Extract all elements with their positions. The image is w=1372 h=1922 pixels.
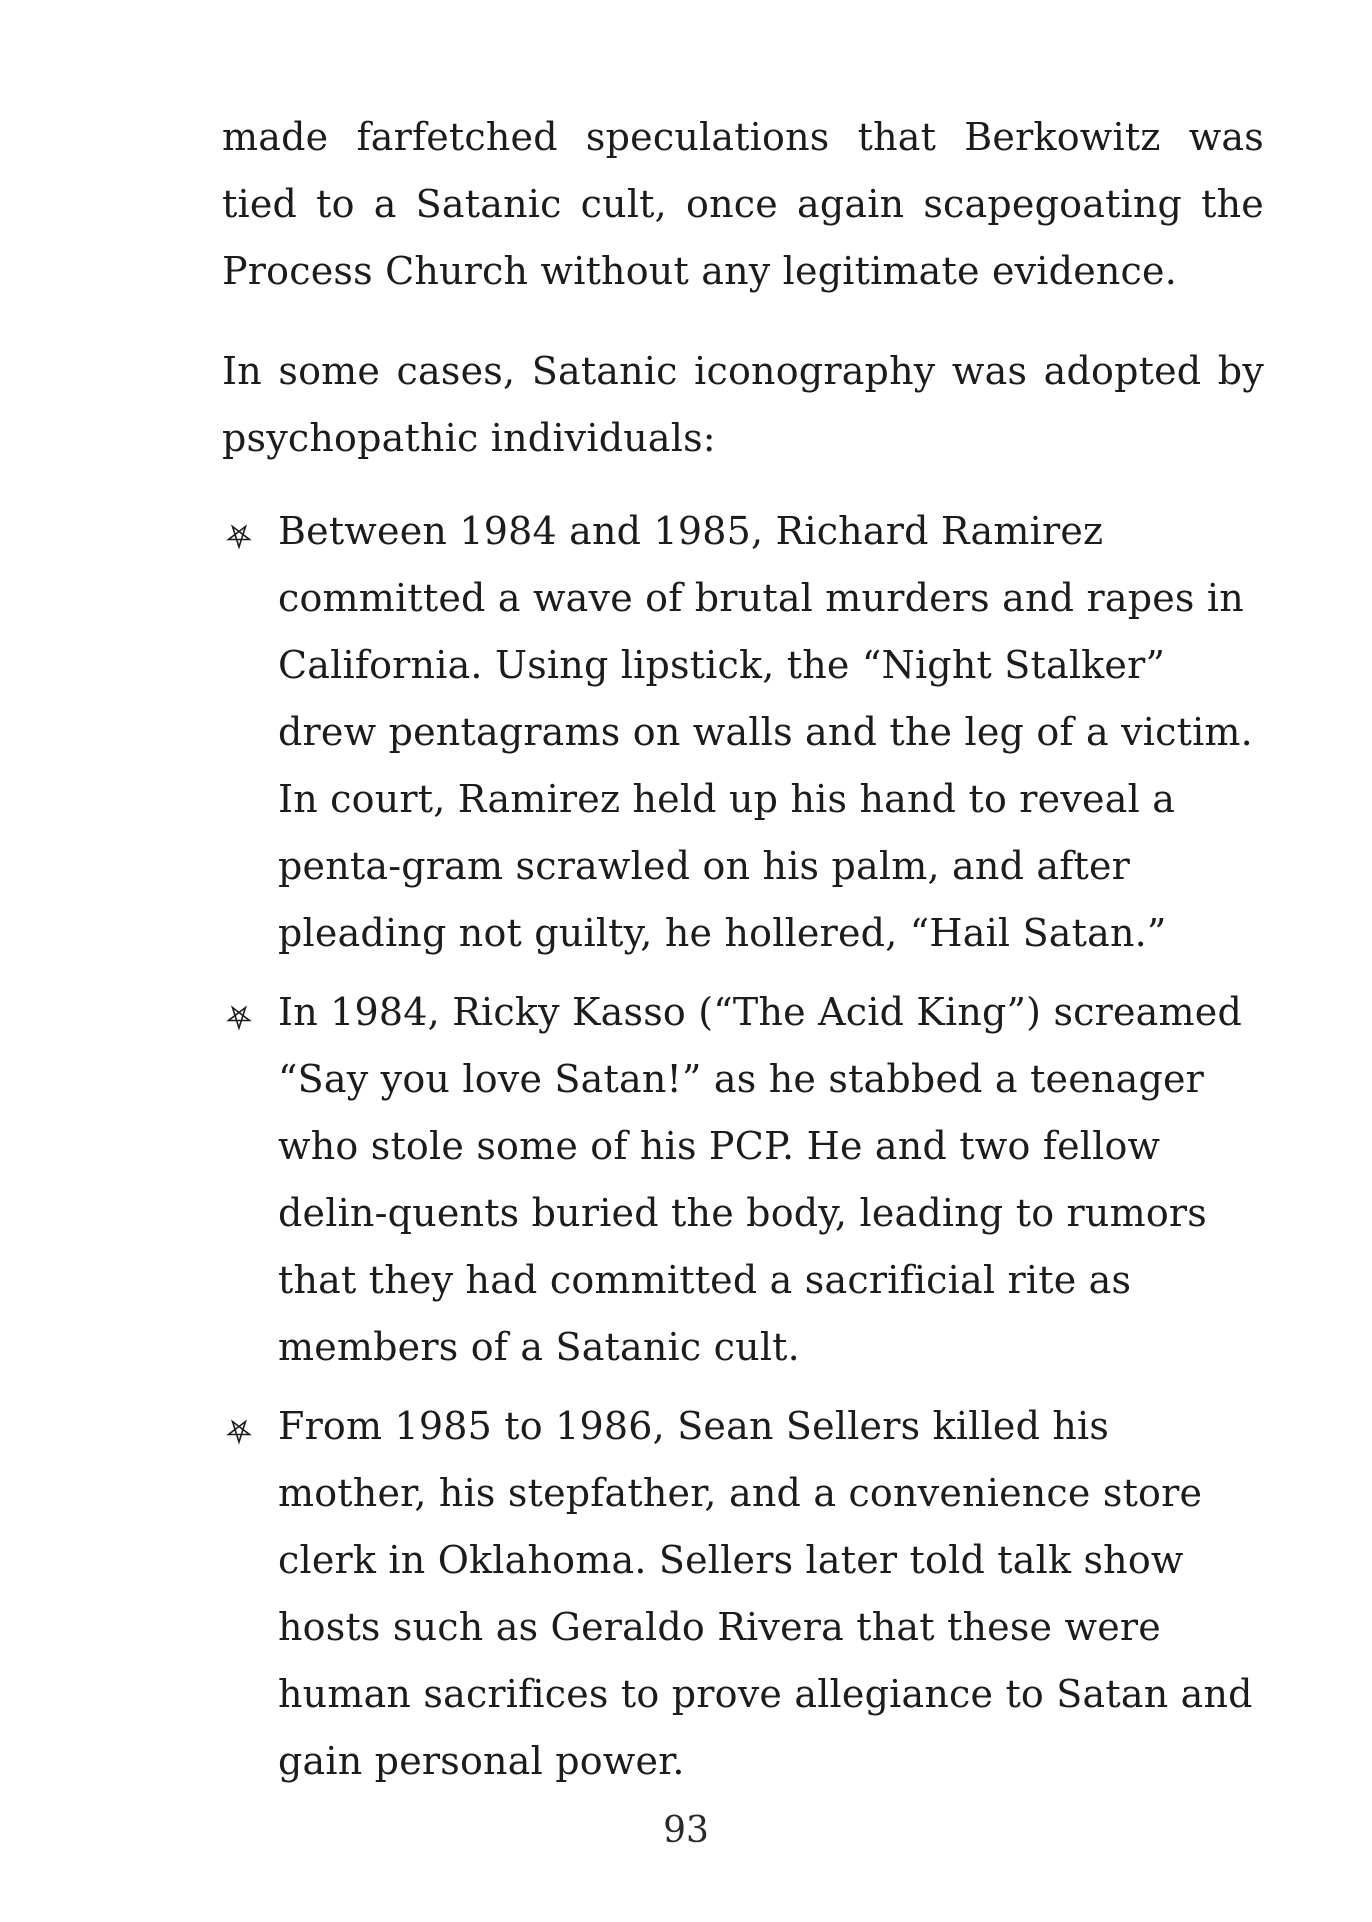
list-item [222, 498, 1264, 967]
pentagram-icon [224, 1415, 254, 1445]
page-number: 93 [663, 1810, 709, 1851]
list-item [222, 979, 1264, 1381]
list-item-text: In 1984, Ricky Kasso (“The Acid King”) screamed “Say you love Satan!” as he stabbed a teenager who stole some of his PCP. He and two fellow delin-quents buried the body, leading to rumors that they had committed a sacrificial rite as members of a Satanic cult. [278, 990, 1242, 1369]
list-item-text: Between 1984 and 1985, Richard Ramirez committed a wave of brutal murders and rapes in California. Using lipstick, the “Night Stalker” drew pentagrams on walls and the leg of a victim. In court, Ramirez held up his hand to reveal a penta-gram scrawled on his palm, and after pleading not guilty, he hollered, “Hail Satan.” [278, 509, 1253, 955]
list-item [222, 1393, 1264, 1795]
body-paragraph-intro: In some cases, Satanic iconography was adopted by psychopathic individuals: [222, 349, 1264, 460]
bullet-list [222, 498, 1264, 1807]
pentagram-icon [224, 520, 254, 550]
list-item-text: From 1985 to 1986, Sean Sellers killed his mother, his stepfather, and a convenience store clerk in Oklahoma. Sellers later told talk show hosts such as Geraldo Rivera that these were human sacrifices to prove allegiance to Satan and gain personal power. [278, 1404, 1253, 1783]
body-paragraph: made farfetched speculations that Berkowitz was tied to a Satanic cult, once again scapegoating the Process Church without any legitimate evidence. [222, 115, 1264, 293]
pentagram-icon [224, 1001, 254, 1031]
